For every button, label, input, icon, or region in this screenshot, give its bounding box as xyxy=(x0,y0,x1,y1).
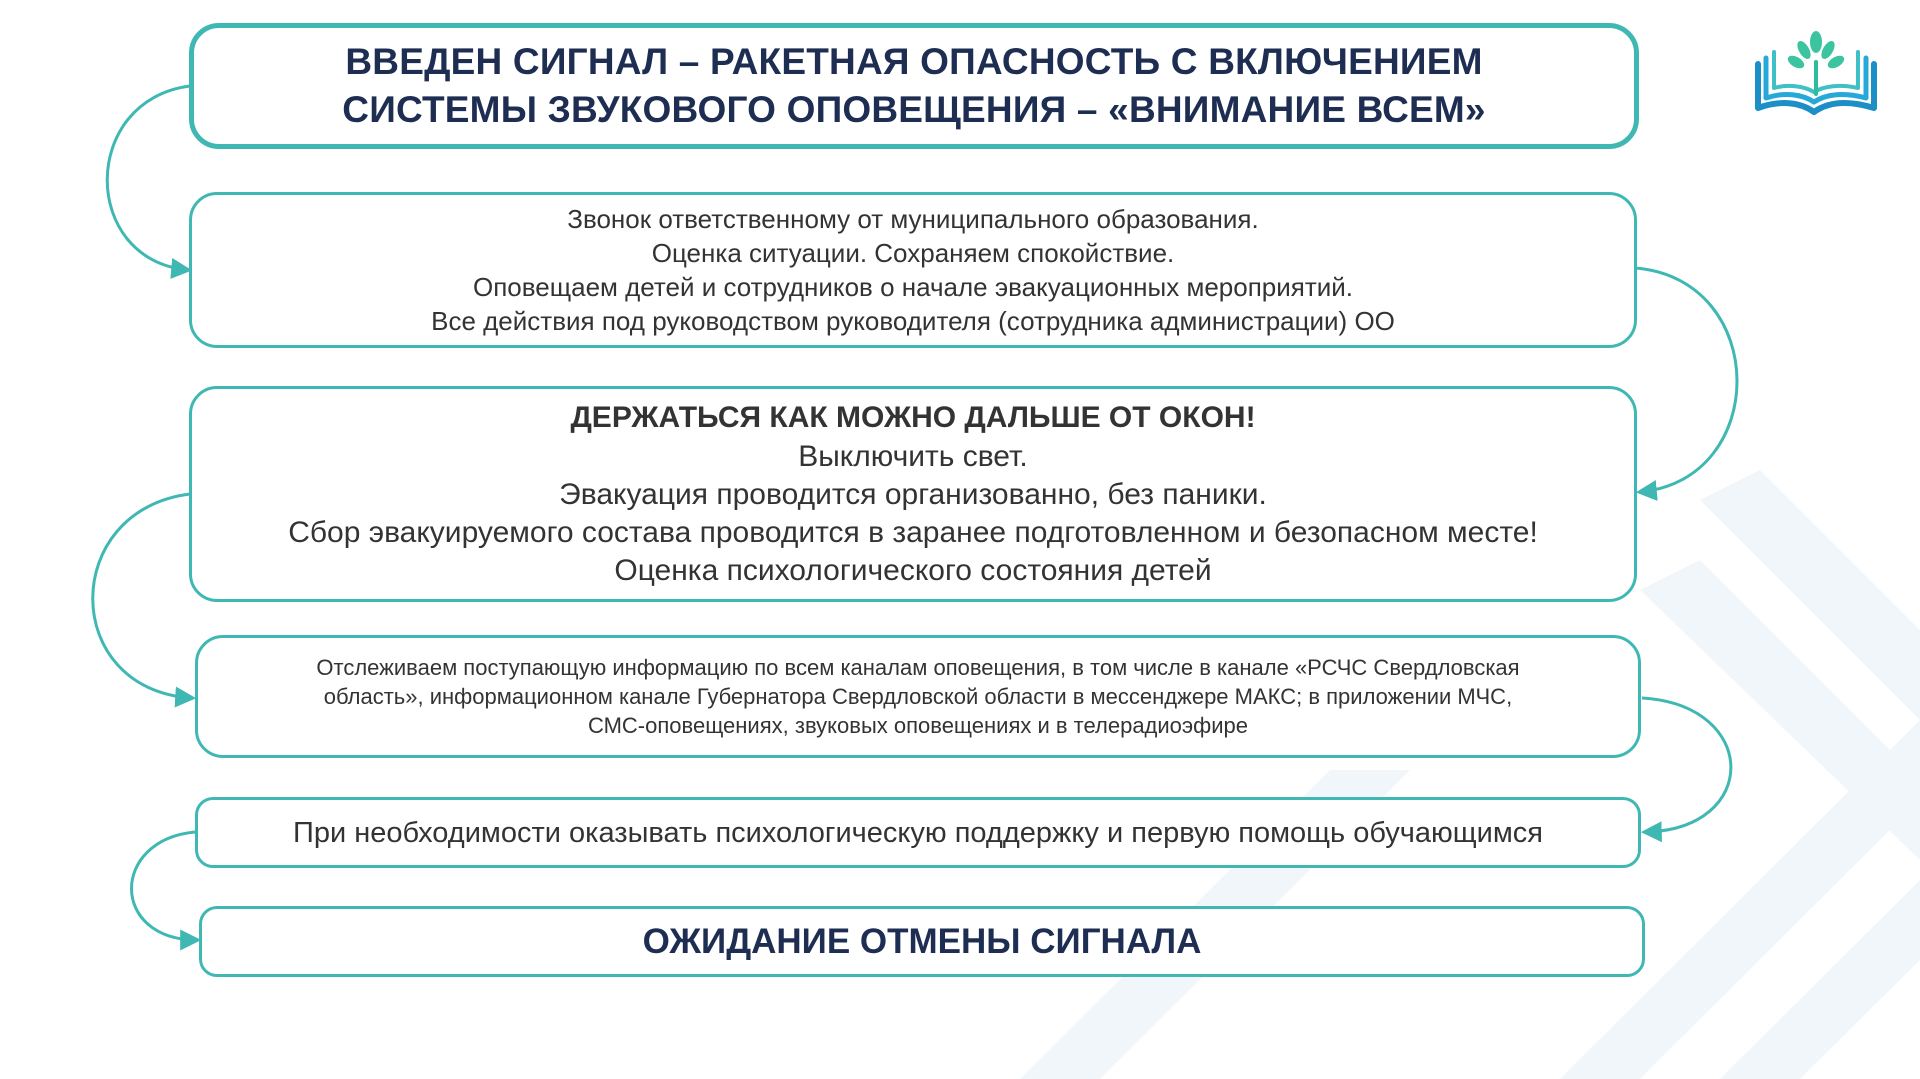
step-3-line-1: Отслеживаем поступающую информацию по всем каналам оповещения, в том числе в канале «РСЧС Свердловская xyxy=(316,655,1520,680)
final-label: ОЖИДАНИЕ ОТМЕНЫ СИГНАЛА xyxy=(642,921,1202,961)
step-4-line-1: При необходимости оказывать психологическую поддержку и первую помощь обучающимся xyxy=(292,816,1543,849)
step-3-line-3: СМС-оповещениях, звуковых оповещениях и в телерадиоэфире xyxy=(587,713,1249,738)
connector-arrow-1 xyxy=(107,86,190,270)
book-tree-logo-icon xyxy=(1752,28,1880,116)
step-2-line-3: Сбор эвакуируемого состава проводится в заранее подготовленном и безопасном месте! xyxy=(288,516,1538,549)
step-3-line-2: область», информационном канале Губернатора Свердловской области в мессенджере МАКС; в приложении МЧС, xyxy=(323,684,1513,709)
title-line-1: ВВЕДЕН СИГНАЛ – РАКЕТНАЯ ОПАСНОСТЬ С ВКЛЮЧЕНИЕМ xyxy=(345,41,1483,82)
connector-arrow-4 xyxy=(1642,698,1731,832)
title-line-2: СИСТЕМЫ ЗВУКОВОГО ОПОВЕЩЕНИЯ – «ВНИМАНИЕ ВСЕМ» xyxy=(342,89,1486,130)
step-2-heading: ДЕРЖАТЬСЯ КАК МОЖНО ДАЛЬШЕ ОТ ОКОН! xyxy=(570,401,1256,434)
step-1-line-1: Звонок ответственному от муниципального образования. xyxy=(567,204,1259,234)
step-1-line-4: Все действия под руководством руководителя (сотрудника администрации) ОО xyxy=(431,306,1395,336)
title-box xyxy=(189,23,1639,149)
step-2-line-2: Эвакуация проводится организованно, без паники. xyxy=(559,478,1267,511)
step-box-1 xyxy=(189,192,1637,348)
final-box xyxy=(199,906,1645,977)
step-1-line-3: Оповещаем детей и сотрудников о начале эвакуационных мероприятий. xyxy=(472,272,1354,302)
step-2-line-1: Выключить свет. xyxy=(798,440,1028,473)
step-box-2 xyxy=(189,386,1637,602)
page-title xyxy=(342,38,1485,134)
connector-arrow-5 xyxy=(131,832,197,940)
connector-arrow-2 xyxy=(1636,268,1737,492)
step-1-line-2: Оценка ситуации. Сохраняем спокойствие. xyxy=(651,238,1175,268)
connector-arrow-3 xyxy=(93,494,192,698)
step-box-3 xyxy=(195,635,1641,758)
step-box-4 xyxy=(195,797,1641,868)
step-2-line-4: Оценка психологического состояния детей xyxy=(614,554,1212,587)
